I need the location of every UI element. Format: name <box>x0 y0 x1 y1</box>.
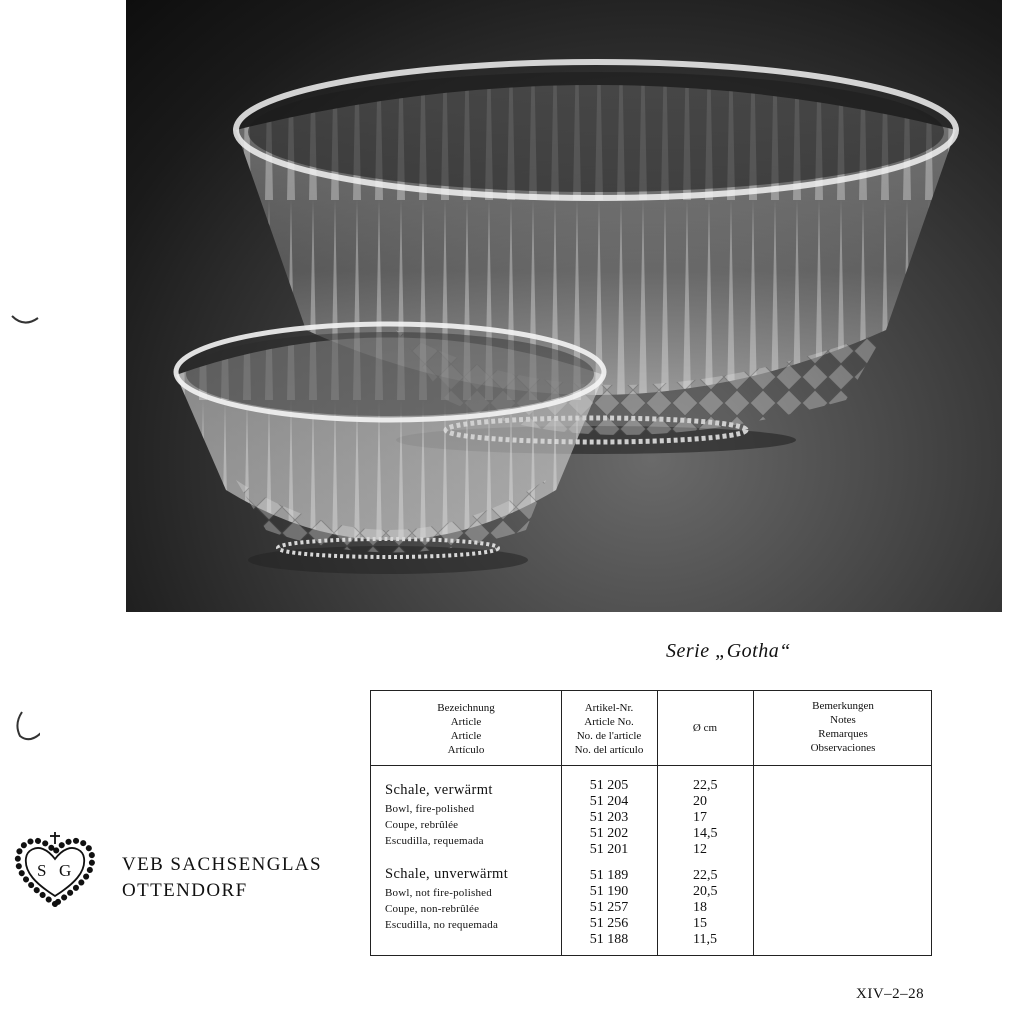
small-bowl <box>176 324 604 574</box>
punch-mark <box>8 310 40 330</box>
page-number: XIV–2–28 <box>856 986 925 1002</box>
diameter-value: 11,5 <box>693 932 717 947</box>
product-photo <box>126 0 1002 612</box>
company-name <box>122 852 322 904</box>
designation-group: Schale, unverwärmt Bowl, not fire-polished Coupe, non-rebrûlée Escudilla, no requemada <box>385 866 509 931</box>
diameter-value: 22,5 <box>693 868 718 883</box>
spec-table <box>370 690 932 956</box>
heart-icon <box>18 841 92 904</box>
article-number: 51 203 <box>589 810 629 825</box>
article-number: 51 256 <box>589 916 629 931</box>
diameter-value: 17 <box>693 810 707 825</box>
diameter-value: 20,5 <box>693 884 718 899</box>
logo-letter-g: G <box>59 861 72 880</box>
article-number: 51 201 <box>589 842 629 857</box>
sachsenglas-logo <box>12 830 98 910</box>
header-remarks: Bemerkungen Notes Remarques Observaciones <box>810 700 876 754</box>
header-designation: Bezeichnung Article Article Artículo <box>437 702 495 756</box>
header-diameter: Ø cm <box>692 722 718 734</box>
designation-group: Schale, verwärmt Bowl, fire-polished Coupe, rebrûlée Escudilla, requemada <box>385 782 493 847</box>
company-line-2: OTTENDORF <box>122 880 248 901</box>
diameter-value: 20 <box>693 794 707 809</box>
article-number: 51 189 <box>589 868 629 883</box>
diameter-value: 12 <box>693 842 707 857</box>
logo-letter-s: S <box>37 861 47 880</box>
article-number: 51 204 <box>589 794 629 809</box>
company-line-1: VEB SACHSENGLAS <box>122 854 322 875</box>
cross-icon <box>50 832 60 844</box>
series-title: Serie „Gotha“ <box>666 640 791 662</box>
article-number: 51 202 <box>589 826 629 841</box>
punch-mark <box>8 708 40 744</box>
designation-column <box>385 779 508 937</box>
article-number: 51 188 <box>589 932 629 947</box>
article-number: 51 257 <box>589 900 629 915</box>
diameter-value: 22,5 <box>693 778 718 793</box>
diameter-column <box>657 778 753 948</box>
diameter-value: 15 <box>693 916 707 931</box>
header-article-no: Artikel-Nr. Article No. No. de l'article No. del artículo <box>574 702 644 756</box>
article-number-column <box>561 778 657 948</box>
article-number: 51 205 <box>589 778 629 793</box>
article-number: 51 190 <box>589 884 629 899</box>
diameter-value: 14,5 <box>693 826 718 841</box>
diameter-value: 18 <box>693 900 707 915</box>
